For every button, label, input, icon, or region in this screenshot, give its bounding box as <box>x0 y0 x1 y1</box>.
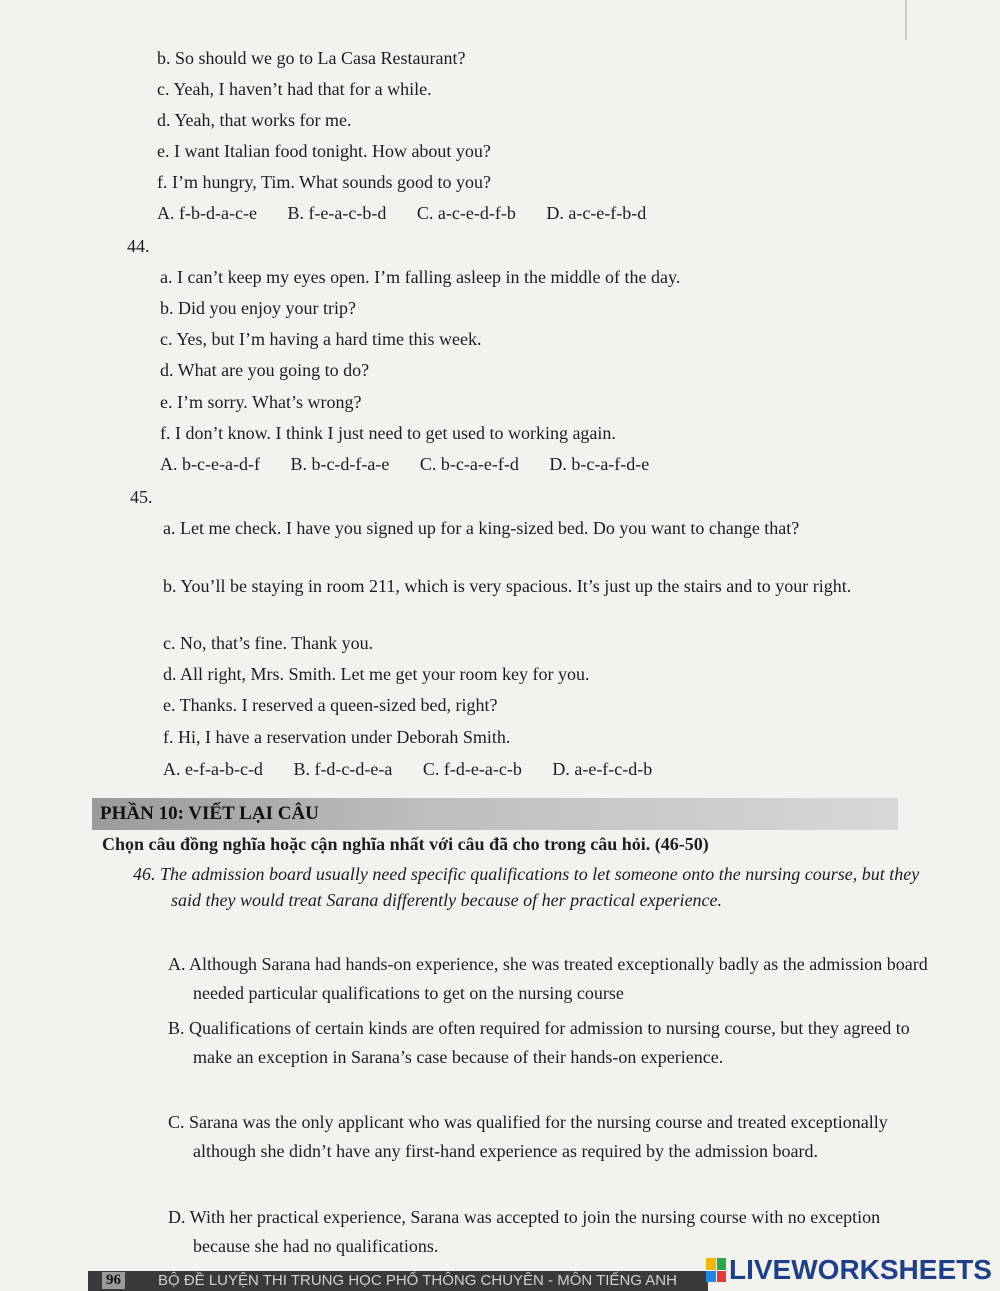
q45-option-a[interactable]: A. e-f-a-b-c-d <box>163 759 263 779</box>
brand-name: LIVEWORKSHEETS <box>729 1254 992 1285</box>
q43-line-c: c. Yeah, I haven’t had that for a while. <box>157 79 432 99</box>
q46-option-a[interactable]: A. Although Sarana had hands-on experience, she was treated exceptionally badly as the admission board needed particular qualifications to get on the nursing course <box>168 954 928 1003</box>
q43-option-d[interactable]: D. a-c-e-f-b-d <box>546 203 647 223</box>
q45-option-b[interactable]: B. f-d-c-d-e-a <box>293 759 393 779</box>
liveworksheets-brand[interactable] <box>706 1255 992 1285</box>
q43-option-a[interactable]: A. f-b-d-a-c-e <box>157 203 257 223</box>
q45-line-f: f. Hi, I have a reservation under Deborah Smith. <box>163 727 511 747</box>
footer-book-title: BỘ ĐỀ LUYỆN THI TRUNG HỌC PHỔ THÔNG CHUYÊN - MÔN TIẾNG ANH <box>158 1272 677 1289</box>
q45-option-d[interactable]: D. a-e-f-c-d-b <box>552 759 653 779</box>
q44-line-e: e. I’m sorry. What’s wrong? <box>160 392 362 412</box>
q44-option-d[interactable]: D. b-c-a-f-d-e <box>549 454 650 474</box>
footer-bar <box>88 1271 708 1291</box>
q45-options <box>163 758 678 780</box>
q46-option-d[interactable]: D. With her practical experience, Sarana was accepted to join the nursing course with no exception because she had no qualifications. <box>168 1207 881 1256</box>
q44-line-b: b. Did you enjoy your trip? <box>160 298 356 318</box>
q44-number: 44. <box>127 236 150 256</box>
q45-option-c[interactable]: C. f-d-e-a-c-b <box>422 759 522 779</box>
q46-option-c[interactable]: C. Sarana was the only applicant who was qualified for the nursing course and treated exceptionally although she didn’t have any first-hand experience as required by the admission board. <box>168 1112 888 1161</box>
liveworksheets-logo-icon <box>706 1258 726 1282</box>
q43-line-e: e. I want Italian food tonight. How about you? <box>157 141 491 161</box>
section-instruction: Chọn câu đồng nghĩa hoặc cận nghĩa nhất với câu đã cho trong câu hỏi. (46-50) <box>102 834 709 854</box>
q46-option-b[interactable]: B. Qualifications of certain kinds are often required for admission to nursing course, but they agreed to make an exception in Sarana’s case because of their hands-on experience. <box>168 1018 910 1067</box>
q44-line-d: d. What are you going to do? <box>160 360 370 380</box>
q44-line-c: c. Yes, but I’m having a hard time this week. <box>160 329 482 349</box>
q44-option-b[interactable]: B. b-c-d-f-a-e <box>290 454 390 474</box>
q43-line-d: d. Yeah, that works for me. <box>157 110 352 130</box>
q45-line-a: a. Let me check. I have you signed up for a king-sized bed. Do you want to change that? <box>163 518 800 538</box>
q44-option-c[interactable]: C. b-c-a-e-f-d <box>419 454 519 474</box>
q45-line-c: c. No, that’s fine. Thank you. <box>163 633 374 653</box>
q43-line-f: f. I’m hungry, Tim. What sounds good to you? <box>157 172 492 192</box>
q44-option-a[interactable]: A. b-c-e-a-d-f <box>160 454 260 474</box>
q44-line-f: f. I don’t know. I think I just need to get used to working again. <box>160 423 616 443</box>
page-number: 96 <box>102 1272 125 1289</box>
section-title: PHẦN 10: VIẾT LẠI CÂU <box>100 803 319 824</box>
q43-option-b[interactable]: B. f-e-a-c-b-d <box>287 203 387 223</box>
q45-line-e: e. Thanks. I reserved a queen-sized bed, right? <box>163 695 498 715</box>
q43-line-b: b. So should we go to La Casa Restaurant? <box>157 48 466 68</box>
q46-stem: 46. The admission board usually need specific qualifications to let someone onto the nursing course, but they said they would treat Sarana differently because of her practical experience. <box>133 864 920 910</box>
q45-line-d: d. All right, Mrs. Smith. Let me get your room key for you. <box>163 664 590 684</box>
q43-options <box>157 202 672 224</box>
q43-option-c[interactable]: C. a-c-e-d-f-b <box>416 203 516 223</box>
page-edge-divider <box>905 0 907 40</box>
section-header-bar <box>92 798 898 830</box>
q45-line-b: b. You’ll be staying in room 211, which is very spacious. It’s just up the stairs and to your right. <box>163 576 852 596</box>
q44-line-a: a. I can’t keep my eyes open. I’m falling asleep in the middle of the day. <box>160 267 681 287</box>
q45-number: 45. <box>130 487 153 507</box>
q44-options <box>160 453 675 475</box>
